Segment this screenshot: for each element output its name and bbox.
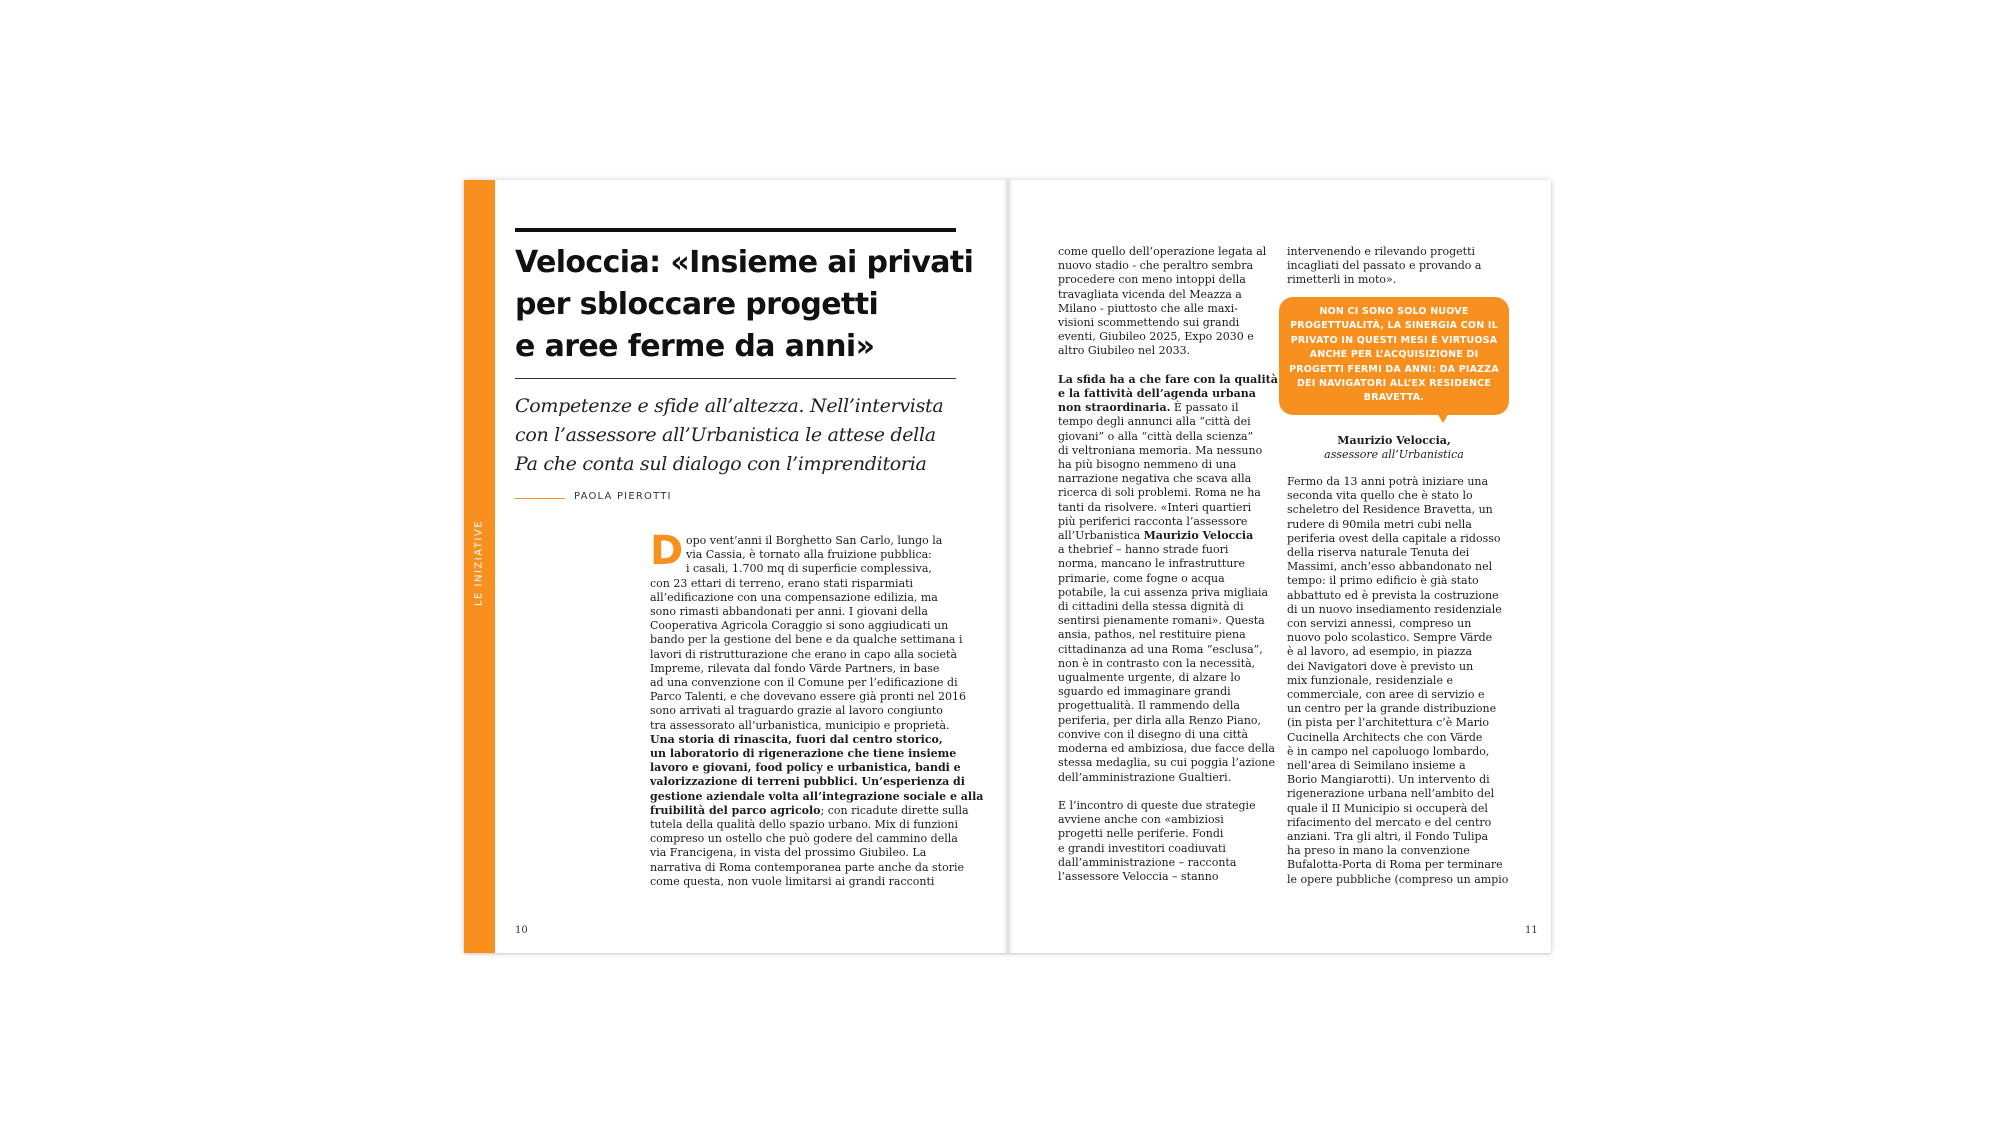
regular-text: Bufalotta-Porta di Roma per terminare bbox=[1287, 858, 1503, 872]
text-line bbox=[650, 818, 983, 832]
regular-text: moderna ed ambiziosa, due facce della bbox=[1058, 742, 1275, 756]
bold-text: lavoro e giovani, food policy e urbanistica, bandi e bbox=[650, 761, 961, 775]
page-number-right: 11 bbox=[1525, 925, 1538, 936]
regular-text: compreso un ostello che può godere del cammino della bbox=[650, 832, 958, 846]
regular-text: giovani” o alla “città della scienza” bbox=[1058, 429, 1254, 443]
section-label: LE INIZIATIVE bbox=[473, 519, 485, 607]
regular-text: stessa medaglia, su cui poggia l’azione bbox=[1058, 756, 1275, 770]
regular-text: l’assessore Veloccia – stanno bbox=[1058, 869, 1219, 883]
text-line bbox=[1287, 674, 1508, 688]
regular-text: narrativa di Roma contemporanea parte anche da storie bbox=[650, 860, 964, 874]
text-line bbox=[1287, 816, 1508, 830]
drop-cap: D bbox=[650, 528, 684, 574]
text-line bbox=[1058, 572, 1278, 586]
quote-author-role: assessore all’Urbanistica bbox=[1324, 448, 1464, 462]
headline-line: e aree ferme da anni» bbox=[515, 329, 875, 364]
regular-text: anziani. Tra gli altri, il Fondo Tulipa bbox=[1287, 830, 1489, 844]
regular-text: rigenerazione urbana nell’ambito del bbox=[1287, 787, 1495, 801]
regular-text: Borio Mangiarotti). Un intervento di bbox=[1287, 773, 1490, 787]
headline-line: Veloccia: «Insieme ai privati bbox=[515, 245, 974, 280]
text-line bbox=[1058, 288, 1278, 302]
text-line bbox=[1058, 685, 1278, 699]
regular-text: ad una convenzione con il Comune per l’edificazione di bbox=[650, 676, 958, 690]
regular-text: le opere pubbliche (compreso un ampio bbox=[1287, 872, 1509, 886]
regular-text: mix funzionale, residenziale e bbox=[1287, 673, 1453, 687]
bold-text: Una storia di rinascita, fuori dal centro storico, bbox=[650, 732, 943, 746]
text-line bbox=[1058, 557, 1278, 571]
text-line bbox=[1058, 273, 1278, 287]
text-line bbox=[1058, 373, 1278, 387]
text-line bbox=[650, 577, 983, 591]
regular-text: Massimi, anch’esso abbandonato nel bbox=[1287, 560, 1493, 574]
byline: PAOLA PIEROTTI bbox=[574, 491, 672, 502]
text-line bbox=[1287, 617, 1508, 631]
text-line bbox=[1287, 273, 1481, 287]
regular-text: sguardo ed immaginare grandi bbox=[1058, 685, 1231, 699]
text-line bbox=[650, 562, 983, 576]
text-line bbox=[1287, 560, 1508, 574]
text-line bbox=[1058, 430, 1278, 444]
regular-text: È passato il bbox=[1170, 401, 1239, 415]
text-line bbox=[650, 846, 983, 860]
text-line bbox=[1058, 501, 1278, 515]
regular-text: ; con ricadute dirette sulla bbox=[820, 803, 969, 817]
text-line bbox=[1058, 714, 1278, 728]
bold-text: La sfida ha a che fare con la qualità bbox=[1058, 372, 1278, 386]
regular-text: all’Urbanistica bbox=[1058, 529, 1144, 543]
regular-text: progetti nelle periferie. Fondi bbox=[1058, 827, 1224, 841]
regular-text: narrazione negativa che scava alla bbox=[1058, 472, 1252, 486]
regular-text: abbattuto ed è prevista la costruzione bbox=[1287, 588, 1499, 602]
text-line bbox=[1287, 645, 1508, 659]
regular-text: eventi, Giubileo 2025, Expo 2030 e bbox=[1058, 330, 1254, 344]
regular-text: più periferici racconta l’assessore bbox=[1058, 514, 1248, 528]
left-page bbox=[464, 180, 1007, 953]
pull-quote-line: DEI NAVIGATORI ALL’EX RESIDENCE bbox=[1296, 378, 1492, 390]
text-line bbox=[650, 875, 983, 889]
text-line bbox=[1287, 518, 1508, 532]
regular-text: rifacimento del mercato e del centro bbox=[1287, 815, 1492, 829]
bold-text: e la fattività dell’agenda urbana bbox=[1058, 387, 1256, 401]
regular-text: rudere di 90mila metri cubi nella bbox=[1287, 517, 1472, 531]
text-line bbox=[1287, 716, 1508, 730]
text-line bbox=[1058, 344, 1278, 358]
text-line bbox=[1058, 245, 1278, 259]
regular-text: norma, mancano le infrastrutture bbox=[1058, 557, 1246, 571]
text-line bbox=[1058, 742, 1278, 756]
text-line bbox=[1287, 858, 1508, 872]
regular-text: Fermo da 13 anni potrà iniziare una bbox=[1287, 475, 1489, 488]
regular-text: della riserva naturale Tenuta dei bbox=[1287, 546, 1470, 560]
subtitle bbox=[515, 392, 960, 479]
pull-quote-line: PROGETTI FERMI DA ANNI: DA PIAZZA bbox=[1289, 363, 1499, 375]
regular-text: sentirsi pienamente romani». Questa bbox=[1058, 614, 1265, 628]
text-line bbox=[1058, 586, 1278, 600]
regular-text: Impreme, rilevata dal fondo Värde Partners, in base bbox=[650, 661, 940, 675]
regular-text: è al lavoro, ad esempio, in piazza bbox=[1287, 645, 1473, 659]
headline-top-rule bbox=[515, 228, 956, 232]
text-line bbox=[1058, 529, 1278, 543]
text-line bbox=[1287, 532, 1508, 546]
paragraph-gap bbox=[1058, 359, 1278, 373]
regular-text: Parco Talenti, e che dovevano essere già pronti nel 2016 bbox=[650, 690, 966, 704]
regular-text: di veltroniana memoria. Ma nessuno bbox=[1058, 443, 1263, 457]
regular-text: ha preso in mano la convenzione bbox=[1287, 844, 1470, 858]
regular-text: altro Giubileo nel 2033. bbox=[1058, 344, 1191, 358]
text-line bbox=[1287, 245, 1481, 259]
regular-text: potabile, la cui assenza priva migliaia bbox=[1058, 585, 1269, 599]
regular-text: tra assessorato all’urbanistica, municipio e proprietà. bbox=[650, 718, 950, 732]
bold-text: fruibilità del parco agricolo bbox=[650, 803, 821, 817]
text-line bbox=[1058, 515, 1278, 529]
regular-text: avviene anche con «ambiziosi bbox=[1058, 813, 1224, 827]
text-line bbox=[1058, 842, 1278, 856]
regular-text: non è in contrasto con la necessità, bbox=[1058, 656, 1256, 670]
regular-text: via Francigena, in vista del prossimo Giubileo. La bbox=[650, 846, 927, 860]
regular-text: a thebrief – hanno strade fuori bbox=[1058, 543, 1229, 557]
text-line bbox=[1287, 259, 1481, 273]
regular-text: visioni scommettendo sui grandi bbox=[1058, 316, 1240, 330]
regular-text: come questa, non vuole limitarsi ai grandi racconti bbox=[650, 874, 935, 888]
subtitle-line: Pa che conta sul dialogo con l’imprenditoria bbox=[515, 453, 927, 475]
regular-text: tutela della qualità dello spazio urbano. Mix di funzioni bbox=[650, 818, 958, 832]
quote-attribution bbox=[1284, 434, 1504, 462]
headline bbox=[515, 242, 974, 368]
headline-line: per sbloccare progetti bbox=[515, 287, 879, 322]
quote-author-name: Maurizio Veloccia, bbox=[1337, 434, 1451, 447]
regular-text: di un nuovo insediamento residenziale bbox=[1287, 602, 1502, 616]
regular-text: cittadinanza ad una Roma “esclusa”, bbox=[1058, 642, 1263, 656]
text-line bbox=[1058, 387, 1278, 401]
regular-text: lavori di ristrutturazione che erano in capo alla società bbox=[650, 647, 958, 661]
text-line bbox=[650, 719, 983, 733]
subtitle-line: Competenze e sfide all’altezza. Nell’intervista bbox=[515, 395, 944, 417]
text-line bbox=[1058, 870, 1278, 884]
text-line bbox=[650, 633, 983, 647]
text-line bbox=[650, 832, 983, 846]
text-line bbox=[1287, 773, 1508, 787]
text-line bbox=[1058, 657, 1278, 671]
text-line bbox=[1058, 628, 1278, 642]
text-line bbox=[1287, 745, 1508, 759]
regular-text: Milano - piuttosto che alle maxi- bbox=[1058, 301, 1238, 315]
text-line bbox=[650, 790, 983, 804]
text-line bbox=[650, 733, 983, 747]
text-line bbox=[650, 761, 983, 775]
text-line bbox=[650, 648, 983, 662]
pull-quote-bubble bbox=[1279, 297, 1509, 415]
text-line bbox=[650, 548, 983, 562]
headline-bottom-rule bbox=[515, 378, 956, 379]
regular-text: un centro per la grande distribuzione bbox=[1287, 702, 1497, 716]
text-line bbox=[1058, 827, 1278, 841]
text-line bbox=[1287, 688, 1508, 702]
regular-text: nuovo stadio - che peraltro sembra bbox=[1058, 259, 1254, 273]
regular-text: e grandi investitori coadiuvati bbox=[1058, 841, 1226, 855]
regular-text: ricerca di soli problemi. Roma ne ha bbox=[1058, 486, 1261, 500]
regular-text: Cucinella Architects che con Värde bbox=[1287, 730, 1483, 744]
text-line bbox=[1058, 799, 1278, 813]
text-line bbox=[1287, 574, 1508, 588]
text-line bbox=[650, 747, 983, 761]
bold-text: valorizzazione di terreni pubblici. Un’esperienza di bbox=[650, 775, 965, 789]
text-line bbox=[650, 804, 983, 818]
text-line bbox=[1287, 546, 1508, 560]
bold-text: non straordinaria. bbox=[1058, 401, 1171, 415]
text-line bbox=[650, 861, 983, 875]
regular-text: progettualità. Il rammendo della bbox=[1058, 699, 1240, 713]
regular-text: nuovo polo scolastico. Sempre Värde bbox=[1287, 631, 1493, 645]
text-line bbox=[1058, 643, 1278, 657]
text-line bbox=[1287, 631, 1508, 645]
text-line bbox=[1058, 771, 1278, 785]
regular-text: all’edificazione con una compensazione edilizia, ma bbox=[650, 590, 938, 604]
regular-text: opo vent’anni il Borghetto San Carlo, lungo la bbox=[686, 534, 943, 547]
body-column-2 bbox=[1058, 245, 1278, 884]
text-line bbox=[1058, 302, 1278, 316]
text-line bbox=[1058, 756, 1278, 770]
text-line bbox=[1058, 614, 1278, 628]
body-column-3-bottom bbox=[1287, 475, 1508, 887]
regular-text: scheletro del Residence Bravetta, un bbox=[1287, 503, 1493, 517]
regular-text: ansia, pathos, nel restituire piena bbox=[1058, 628, 1246, 642]
regular-text: tempo degli annunci alla “città dei bbox=[1058, 415, 1251, 429]
byline-accent-line bbox=[515, 498, 565, 499]
regular-text: travagliata vicenda del Meazza a bbox=[1058, 287, 1242, 301]
text-line bbox=[1058, 444, 1278, 458]
regular-text: E l’incontro di queste due strategie bbox=[1058, 798, 1256, 812]
text-line bbox=[1058, 330, 1278, 344]
regular-text: primarie, come fogne o acqua bbox=[1058, 571, 1225, 585]
text-line bbox=[1058, 316, 1278, 330]
bold-text: un laboratorio di rigenerazione che tiene insieme bbox=[650, 747, 957, 761]
regular-text: incagliati del passato e provando a bbox=[1287, 259, 1482, 273]
text-line bbox=[1287, 787, 1508, 801]
regular-text: con servizi annessi, compreso un bbox=[1287, 617, 1472, 631]
regular-text: via Cassia, è tornato alla fruizione pubblica: bbox=[686, 548, 932, 562]
text-line bbox=[1287, 503, 1508, 517]
text-line bbox=[1287, 475, 1508, 489]
regular-text: dell’amministrazione Gualtieri. bbox=[1058, 770, 1232, 784]
bold-text: Maurizio Veloccia bbox=[1143, 529, 1254, 543]
text-line bbox=[1058, 671, 1278, 685]
regular-text: ugualmente urgente, di alzare lo bbox=[1058, 671, 1241, 685]
text-line bbox=[1287, 489, 1508, 503]
regular-text: intervenendo e rilevando progetti bbox=[1287, 245, 1476, 258]
regular-text: periferia, per dirla alla Renzo Piano, bbox=[1058, 713, 1262, 727]
regular-text: tempo: il primo edificio è già stato bbox=[1287, 574, 1479, 588]
bold-text: gestione aziendale volta all’integrazione sociale e alla bbox=[650, 789, 984, 803]
text-line bbox=[650, 591, 983, 605]
pull-quote-line: NON CI SONO SOLO NUOVE bbox=[1319, 306, 1469, 317]
spine-gutter bbox=[1003, 180, 1013, 953]
text-line bbox=[1287, 802, 1508, 816]
text-line bbox=[1287, 589, 1508, 603]
regular-text: tanti da risolvere. «Interi quartieri bbox=[1058, 500, 1252, 514]
text-line bbox=[1287, 603, 1508, 617]
text-line bbox=[1287, 844, 1508, 858]
text-line bbox=[650, 690, 983, 704]
regular-text: procedere con meno intoppi della bbox=[1058, 273, 1246, 287]
text-line bbox=[1058, 401, 1278, 415]
text-line bbox=[1287, 731, 1508, 745]
text-line bbox=[1287, 702, 1508, 716]
text-line bbox=[1058, 813, 1278, 827]
regular-text: i casali, 1.700 mq di superficie complessiva, bbox=[686, 562, 932, 576]
regular-text: periferia ovest della capitale a ridosso bbox=[1287, 531, 1501, 545]
regular-text: ha più bisogno nemmeno di una bbox=[1058, 458, 1237, 472]
regular-text: convive con il disegno di una città bbox=[1058, 727, 1249, 741]
regular-text: sono rimasti abbandonati per anni. I giovani della bbox=[650, 605, 928, 619]
body-column-3-top bbox=[1287, 245, 1481, 288]
regular-text: dall’amministrazione – racconta bbox=[1058, 855, 1237, 869]
text-line bbox=[650, 619, 983, 633]
text-line bbox=[650, 775, 983, 789]
regular-text: Cooperativa Agricola Coraggio si sono aggiudicati un bbox=[650, 619, 949, 633]
regular-text: come quello dell’operazione legata al bbox=[1058, 245, 1267, 258]
subtitle-line: con l’assessore all’Urbanistica le attese della bbox=[515, 424, 936, 446]
text-line bbox=[1287, 873, 1508, 887]
regular-text: con 23 ettari di terreno, erano stati risparmiati bbox=[650, 576, 914, 590]
text-line bbox=[1058, 699, 1278, 713]
text-line bbox=[1058, 259, 1278, 273]
pull-quote-line: BRAVETTA. bbox=[1363, 392, 1425, 404]
regular-text: (in pista per l’architettura c’è Mario bbox=[1287, 716, 1490, 730]
regular-text: commerciale, con aree di servizio e bbox=[1287, 688, 1485, 702]
text-line bbox=[1058, 458, 1278, 472]
text-line bbox=[1058, 728, 1278, 742]
text-line bbox=[650, 534, 983, 548]
regular-text: di cittadini della stessa dignità di bbox=[1058, 600, 1244, 614]
paragraph-gap bbox=[1058, 785, 1278, 799]
page-number-left: 10 bbox=[515, 925, 528, 936]
text-line bbox=[1058, 600, 1278, 614]
text-line bbox=[1058, 415, 1278, 429]
pull-quote-line: PROGETTUALITÀ, LA SINERGIA CON IL bbox=[1290, 320, 1498, 332]
regular-text: bando per la gestione del bene e da qualche settimana i bbox=[650, 633, 963, 647]
regular-text: seconda vita quello che è stato lo bbox=[1287, 489, 1473, 503]
section-label-wrap bbox=[464, 180, 495, 953]
text-line bbox=[1287, 759, 1508, 773]
speech-bubble-tail-icon bbox=[1437, 413, 1449, 423]
regular-text: quale il II Municipio si occuperà del bbox=[1287, 801, 1488, 815]
text-line bbox=[1058, 856, 1278, 870]
regular-text: è in campo nel capoluogo lombardo, bbox=[1287, 744, 1490, 758]
regular-text: rimetterli in moto». bbox=[1287, 273, 1397, 287]
text-line bbox=[1058, 486, 1278, 500]
regular-text: sono arrivati al traguardo grazie al lavoro congiunto bbox=[650, 704, 943, 718]
pull-quote-line: PRIVATO IN QUESTI MESI È VIRTUOSA bbox=[1290, 334, 1498, 346]
text-line bbox=[1058, 543, 1278, 557]
pull-quote-line: ANCHE PER L’ACQUISIZIONE DI bbox=[1309, 349, 1479, 361]
text-line bbox=[1287, 660, 1508, 674]
magazine-spread bbox=[464, 180, 1551, 953]
text-line bbox=[1058, 472, 1278, 486]
text-line bbox=[650, 662, 983, 676]
regular-text: nell’area di Seimilano insieme a bbox=[1287, 759, 1466, 773]
regular-text: dei Navigatori dove è previsto un bbox=[1287, 659, 1474, 673]
text-line bbox=[650, 704, 983, 718]
text-line bbox=[1287, 830, 1508, 844]
body-column-1 bbox=[650, 528, 984, 889]
text-line bbox=[650, 605, 983, 619]
text-line bbox=[650, 676, 983, 690]
